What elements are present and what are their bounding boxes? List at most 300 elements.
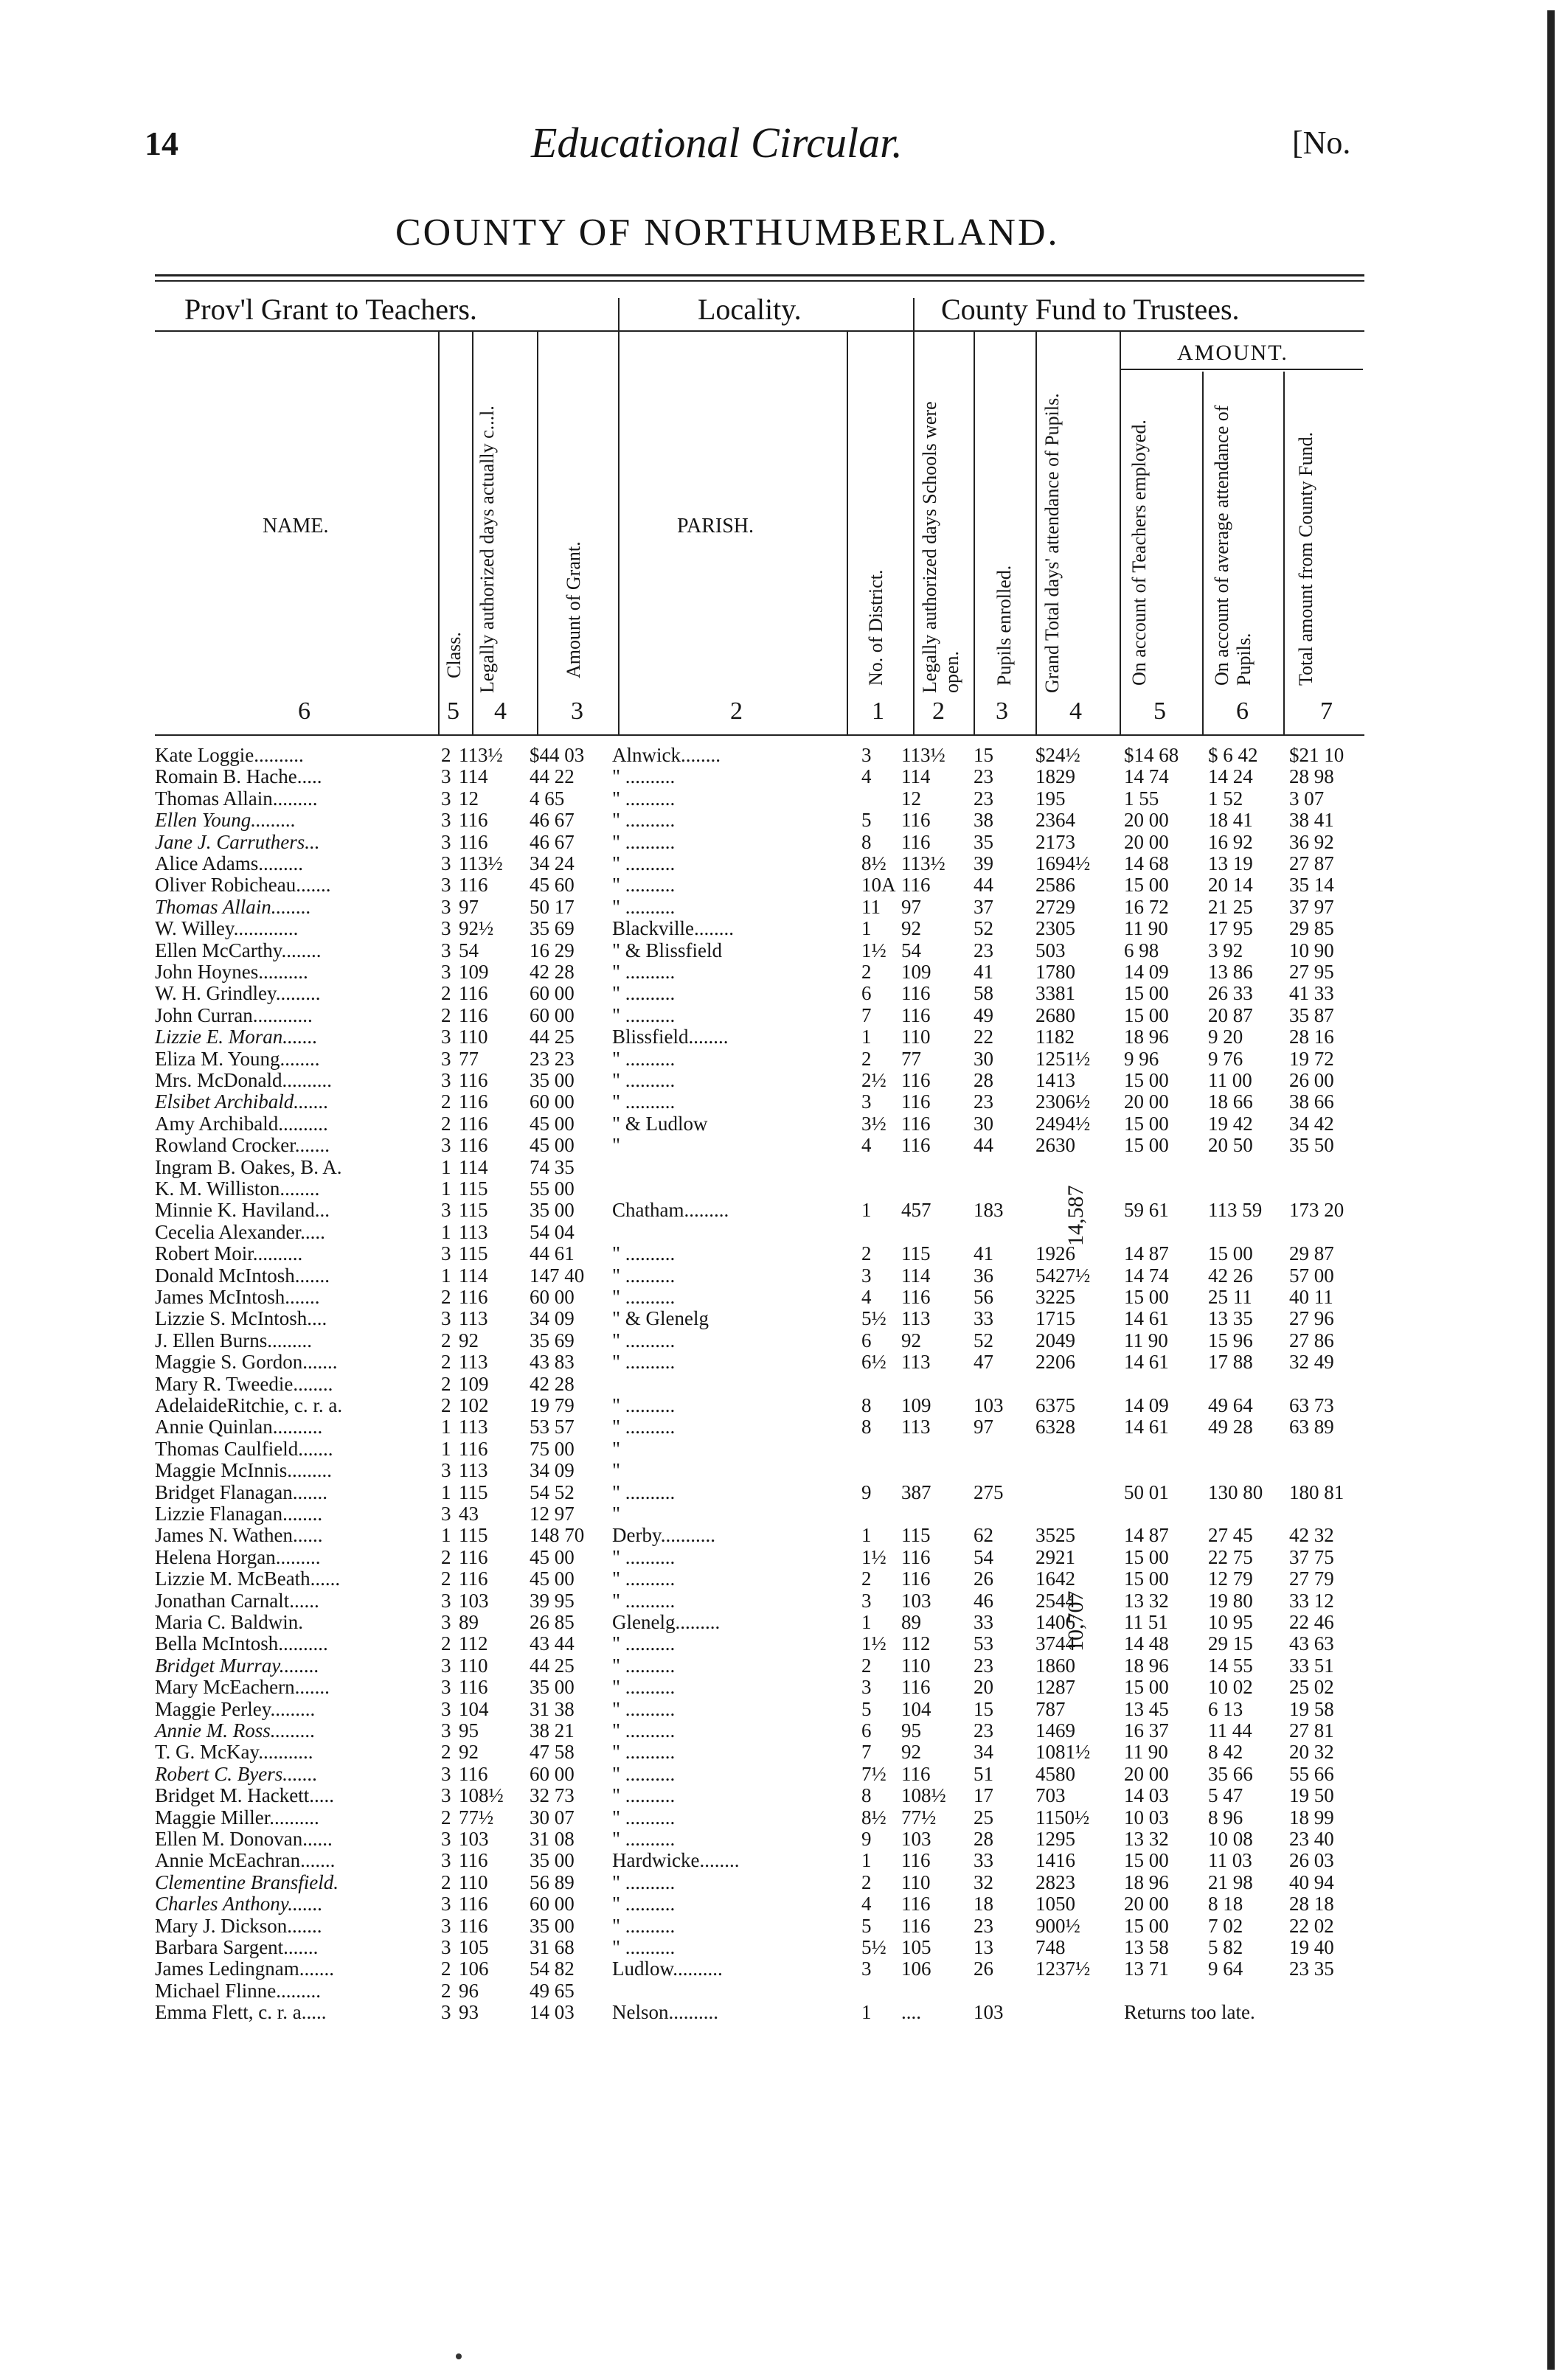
cell-tot: 37 97	[1289, 895, 1334, 918]
cell-tot: 38 66	[1289, 1090, 1334, 1113]
page-number: 14	[145, 125, 178, 162]
cell-grant: 54 52	[530, 1480, 575, 1503]
cell-name: Mrs. McDonald..........	[155, 1069, 332, 1091]
cell-dist: 1	[861, 917, 872, 940]
cell-cls: 2	[441, 1806, 451, 1829]
cell-teach: 15 00	[1124, 1545, 1169, 1568]
cell-dist: 3½	[861, 1112, 886, 1135]
cell-avg: 21 25	[1208, 895, 1253, 918]
cell-avg: 3 92	[1208, 939, 1243, 961]
cell-parish: " ..........	[612, 1351, 676, 1374]
cell-dist: 2½	[861, 1069, 886, 1091]
cell-teach: 6 98	[1124, 939, 1159, 961]
cell-name: Robert Moir..........	[155, 1242, 303, 1265]
cell-grand: 900½	[1035, 1914, 1080, 1937]
cell-pup: 23	[974, 1654, 993, 1677]
cell-grant: 44 22	[530, 765, 575, 788]
cell-days: 106	[459, 1958, 489, 1980]
group-rule	[155, 330, 1364, 332]
cell-days: 108½	[459, 1784, 504, 1807]
col-pupils-header: Pupils enrolled.	[993, 565, 1015, 686]
col-number: 1	[872, 697, 884, 725]
cell-cls: 2	[441, 1003, 451, 1026]
cell-ldays: 116	[901, 1893, 931, 1916]
cell-pup: 47	[974, 1351, 993, 1374]
cell-ldays: ....	[901, 2001, 921, 2024]
cell-days: 115	[459, 1177, 488, 1200]
table-row	[0, 1958, 1565, 1979]
cell-tot: 40 11	[1289, 1286, 1333, 1308]
cell-days: 116	[459, 1003, 488, 1026]
cell-teach: 13 58	[1124, 1936, 1169, 1958]
cell-pup: 15	[974, 744, 993, 766]
cell-tot: 34 42	[1289, 1112, 1334, 1135]
issue-number: [No.	[1292, 125, 1351, 161]
cell-cls: 3	[441, 1307, 451, 1330]
cell-cls: 2	[441, 1090, 451, 1113]
cell-cls: 3	[441, 1199, 451, 1222]
cell-parish: " ..........	[612, 1762, 676, 1785]
group-grand-total: 10,707	[1063, 1590, 1088, 1652]
cell-avg: 1 52	[1208, 787, 1243, 810]
cell-days: 116	[459, 1286, 488, 1308]
cell-avg: 11 44	[1208, 1719, 1252, 1741]
cell-ldays: 112	[901, 1632, 931, 1655]
cell-pup: 33	[974, 1307, 993, 1330]
cell-tot: 26 00	[1289, 1069, 1334, 1091]
col-grant-header: Amount of Grant.	[563, 541, 584, 678]
cell-tot: 22 46	[1289, 1611, 1334, 1633]
cell-teach: 14 74	[1124, 765, 1169, 788]
table-row	[0, 1482, 1565, 1503]
cell-avg: 18 66	[1208, 1090, 1253, 1113]
cell-ldays: 92	[901, 917, 921, 940]
cell-avg: 15 96	[1208, 1329, 1253, 1351]
cell-days: 116	[459, 1069, 488, 1091]
cell-days: 116	[459, 1545, 488, 1568]
cell-grant: 49 65	[530, 1979, 575, 2002]
cell-grant: 53 57	[530, 1416, 575, 1438]
cell-name: Oliver Robicheau.......	[155, 874, 331, 897]
table-row	[0, 1330, 1565, 1351]
cell-tot: 26 03	[1289, 1849, 1334, 1872]
cell-ldays: 115	[901, 1242, 931, 1265]
table-row	[0, 1807, 1565, 1828]
table-row	[0, 897, 1565, 917]
cell-cls: 1	[441, 1416, 451, 1438]
cell-pup: 58	[974, 982, 993, 1005]
cell-days: 116	[459, 1893, 488, 1916]
cell-grand: 1251½	[1035, 1047, 1091, 1070]
cell-teach: 15 00	[1124, 1849, 1169, 1872]
cell-parish: " ..........	[612, 1480, 676, 1503]
cell-days: 114	[459, 1155, 488, 1178]
cell-ldays: 109	[901, 1394, 931, 1416]
cell-ldays: 113	[901, 1307, 931, 1330]
col-grand-header: Grand Total days' attendance of Pupils.	[1041, 393, 1063, 693]
cell-name: Clementine Bransfield.	[155, 1871, 339, 1893]
cell-grant: 35 00	[530, 1914, 575, 1937]
cell-grand: 1237½	[1035, 1958, 1091, 1980]
cell-days: 110	[459, 1026, 488, 1048]
cell-avg: 20 14	[1208, 874, 1253, 897]
cell-pup: 37	[974, 895, 993, 918]
cell-ldays: 108½	[901, 1784, 946, 1807]
cell-cls: 2	[441, 1286, 451, 1308]
cell-tot: 37 75	[1289, 1545, 1334, 1568]
cell-grand: 2630	[1035, 1134, 1075, 1157]
cell-days: 113	[459, 1307, 488, 1330]
cell-dist: 1½	[861, 939, 886, 961]
cell-avg: 25 11	[1208, 1286, 1252, 1308]
cell-tot: 35 14	[1289, 874, 1334, 897]
cell-avg: 13 86	[1208, 961, 1253, 983]
cell-cls: 3	[441, 1762, 451, 1785]
cell-days: 43	[459, 1503, 479, 1525]
cell-dist: 1	[861, 1199, 872, 1222]
cell-teach: 20 00	[1124, 1893, 1169, 1916]
cell-name: Bella McIntosh..........	[155, 1632, 328, 1655]
cell-cls: 3	[441, 917, 451, 940]
cell-teach: 15 00	[1124, 1676, 1169, 1699]
table-row	[0, 1980, 1565, 2001]
cell-cls: 2	[441, 1979, 451, 2002]
cell-teach: 11 90	[1124, 1329, 1168, 1351]
cell-name: James McIntosh.......	[155, 1286, 320, 1308]
cell-tot: 55 66	[1289, 1762, 1334, 1785]
cell-grant: 45 00	[530, 1134, 575, 1157]
cell-ldays: 113½	[901, 744, 945, 766]
group-county-fund: County Fund to Trustees.	[941, 293, 1240, 326]
cell-name: Ellen M. Donovan......	[155, 1828, 333, 1850]
table-row	[0, 1091, 1565, 1112]
cell-avg: 10 02	[1208, 1676, 1253, 1699]
cell-name: J. Ellen Burns.........	[155, 1329, 312, 1351]
cell-dist: 3	[861, 1676, 872, 1699]
col-divider	[1120, 332, 1121, 734]
cell-dist: 1	[861, 1524, 872, 1547]
cell-ldays: 116	[901, 830, 931, 853]
cell-dist: 4	[861, 1134, 872, 1157]
cell-grand: 1860	[1035, 1654, 1075, 1677]
col-teachers-header: On account of Teachers employed.	[1128, 420, 1150, 686]
cell-pup: 56	[974, 1286, 993, 1308]
cell-name: Mary J. Dickson.......	[155, 1914, 322, 1937]
cell-parish: Nelson..........	[612, 2001, 718, 2024]
cell-days: 109	[459, 1372, 489, 1395]
cell-grand: 2823	[1035, 1871, 1075, 1893]
cell-name: Cecelia Alexander.....	[155, 1220, 325, 1243]
table-row	[0, 1395, 1565, 1416]
cell-grant: 44 25	[530, 1654, 575, 1677]
cell-grand: 2364	[1035, 809, 1075, 832]
cell-days: 114	[459, 765, 488, 788]
cell-ldays: 113½	[901, 852, 945, 874]
cell-grant: 43 83	[530, 1351, 575, 1374]
cell-days: 96	[459, 1979, 479, 2002]
cell-pup: 36	[974, 1264, 993, 1287]
cell-grand: 3381	[1035, 982, 1075, 1005]
cell-dist: 9	[861, 1480, 872, 1503]
cell-tot: 19 40	[1289, 1936, 1334, 1958]
cell-grand: 195	[1035, 787, 1066, 810]
cell-cls: 2	[441, 982, 451, 1005]
cell-grant: 38 21	[530, 1719, 575, 1741]
cell-avg: 17 95	[1208, 917, 1253, 940]
cell-grant: 42 28	[530, 961, 575, 983]
cell-ldays: 116	[901, 1090, 931, 1113]
cell-teach: 14 87	[1124, 1524, 1169, 1547]
cell-cls: 1	[441, 1524, 451, 1547]
cell-ldays: 110	[901, 1026, 931, 1048]
cell-grand: 2544	[1035, 1589, 1075, 1612]
col-divider	[537, 332, 538, 734]
cell-ldays: 116	[901, 1545, 931, 1568]
table-row	[0, 853, 1565, 874]
table-row	[0, 810, 1565, 830]
cell-tot: 40 94	[1289, 1871, 1334, 1893]
cell-cls: 1	[441, 1220, 451, 1243]
cell-dist: 3	[861, 1589, 872, 1612]
table-row	[0, 788, 1565, 809]
cell-ldays: 114	[901, 765, 931, 788]
cell-grand: 2306½	[1035, 1090, 1091, 1113]
cell-cls: 3	[441, 1242, 451, 1265]
cell-teach: 11 90	[1124, 917, 1168, 940]
cell-name: Elsibet Archibald.......	[155, 1090, 329, 1113]
cell-parish: Blissfield........	[612, 1026, 729, 1048]
cell-grant: 30 07	[530, 1806, 575, 1829]
cell-parish: " ..........	[612, 1828, 676, 1850]
table-row	[0, 1590, 1565, 1611]
cell-tot: 38 41	[1289, 809, 1334, 832]
cell-days: 109	[459, 961, 489, 983]
cell-parish: " ..........	[612, 1914, 676, 1937]
table-row	[0, 1157, 1565, 1177]
cell-ldays: 116	[901, 1567, 931, 1590]
cell-name: Charles Anthony.......	[155, 1893, 323, 1916]
cell-avg: 113 59	[1208, 1199, 1263, 1222]
cell-name: Alice Adams.........	[155, 852, 303, 874]
cell-cls: 2	[441, 1958, 451, 1980]
cell-ldays: 116	[901, 1676, 931, 1699]
cell-tot: 19 58	[1289, 1697, 1334, 1720]
table-row	[0, 1374, 1565, 1394]
cell-dist: 1½	[861, 1632, 886, 1655]
cell-name: Ingram B. Oakes, B. A.	[155, 1155, 342, 1178]
cell-cls: 2	[441, 1741, 451, 1764]
table-row	[0, 1135, 1565, 1155]
cell-name: James Ledingnam.......	[155, 1958, 334, 1980]
cell-tot: 22 02	[1289, 1914, 1334, 1937]
cell-parish: Glenelg.........	[612, 1611, 721, 1633]
cell-days: 93	[459, 2001, 479, 2024]
col-class-header: Class.	[443, 632, 465, 678]
cell-cls: 3	[441, 852, 451, 874]
cell-days: 114	[459, 1264, 488, 1287]
cell-grant: 44 25	[530, 1026, 575, 1048]
cell-pup: 49	[974, 1003, 993, 1026]
cell-tot: 28 98	[1289, 765, 1334, 788]
cell-grand: 2173	[1035, 830, 1075, 853]
cell-ldays: 113	[901, 1416, 931, 1438]
cell-grand: 4580	[1035, 1762, 1075, 1785]
chatham-grand-total: 14,587	[1063, 1185, 1088, 1246]
table-row	[0, 1547, 1565, 1567]
cell-dist: 3	[861, 1264, 872, 1287]
col-number: 3	[571, 697, 583, 725]
cell-dist: 4	[861, 1286, 872, 1308]
cell-pup: 52	[974, 917, 993, 940]
col-number: 2	[730, 697, 743, 725]
cell-grand: 3525	[1035, 1524, 1075, 1547]
table-row	[0, 1568, 1565, 1589]
table-row	[0, 940, 1565, 961]
cell-days: 115	[459, 1199, 488, 1222]
cell-grand: 2680	[1035, 1003, 1075, 1026]
cell-days: 105	[459, 1936, 489, 1958]
cell-name: Amy Archibald..........	[155, 1112, 328, 1135]
cell-days: 116	[459, 1090, 488, 1113]
cell-pup: 15	[974, 1697, 993, 1720]
cell-tot: 10 90	[1289, 939, 1334, 961]
cell-dist: 6½	[861, 1351, 886, 1374]
cell-pup: 28	[974, 1828, 993, 1850]
cell-cls: 3	[441, 1697, 451, 1720]
cell-pup: 51	[974, 1762, 993, 1785]
cell-days: 54	[459, 939, 479, 961]
cell-ldays: 104	[901, 1697, 931, 1720]
cell-avg: 49 64	[1208, 1394, 1253, 1416]
cell-grant: $44 03	[530, 744, 585, 766]
cell-ldays: 116	[901, 1003, 931, 1026]
cell-grant: 75 00	[530, 1437, 575, 1460]
cell-parish: " ..........	[612, 1329, 676, 1351]
table-row	[0, 1308, 1565, 1329]
table-row	[0, 983, 1565, 1003]
cell-grant: 147 40	[530, 1264, 585, 1287]
cell-teach: 14 74	[1124, 1264, 1169, 1287]
cell-name: Maggie McInnis.........	[155, 1459, 332, 1482]
cell-dist: 8	[861, 1784, 872, 1807]
cell-dist: 2	[861, 1871, 872, 1893]
cell-grant: 60 00	[530, 1090, 575, 1113]
table-row	[0, 1872, 1565, 1893]
cell-teach: 14 03	[1124, 1784, 1169, 1807]
cell-days: 77½	[459, 1806, 494, 1829]
cell-dist: 7	[861, 1741, 872, 1764]
cell-pup: 13	[974, 1936, 993, 1958]
cell-grand: 748	[1035, 1936, 1066, 1958]
cell-avg: 5 82	[1208, 1936, 1243, 1958]
col-parish-header: PARISH.	[677, 515, 754, 537]
cell-grand: 3744	[1035, 1632, 1075, 1655]
cell-parish: " & Glenelg	[612, 1307, 709, 1330]
cell-teach: 15 00	[1124, 874, 1169, 897]
cell-parish: " ..........	[612, 1676, 676, 1699]
cell-days: 113	[459, 1351, 488, 1374]
cell-tot: 27 86	[1289, 1329, 1334, 1351]
cell-grant: 42 28	[530, 1372, 575, 1395]
cell-teach: 18 96	[1124, 1654, 1169, 1677]
cell-teach: 50 01	[1124, 1480, 1169, 1503]
cell-grand: 2206	[1035, 1351, 1075, 1374]
cell-cls: 3	[441, 830, 451, 853]
cell-parish: " ..........	[612, 982, 676, 1005]
cell-grant: 35 69	[530, 917, 575, 940]
cell-avg: 13 19	[1208, 852, 1253, 874]
cell-teach: 20 00	[1124, 1090, 1169, 1113]
cell-ldays: 103	[901, 1589, 931, 1612]
cell-days: 116	[459, 1849, 488, 1872]
cell-teach: 13 71	[1124, 1958, 1169, 1980]
cell-dist: 3	[861, 744, 872, 766]
cell-pup: 103	[974, 2001, 1004, 2024]
cell-ldays: 114	[901, 1264, 931, 1287]
cell-parish: " ..........	[612, 1545, 676, 1568]
cell-parish: " ..........	[612, 1589, 676, 1612]
cell-grant: 54 04	[530, 1220, 575, 1243]
cell-ldays: 106	[901, 1958, 931, 1980]
table-row	[0, 1287, 1565, 1307]
cell-pup: 17	[974, 1784, 993, 1807]
cell-dist: 6	[861, 1329, 872, 1351]
cell-days: 113	[459, 1459, 488, 1482]
cell-dist: 5	[861, 1914, 872, 1937]
table-row	[0, 1677, 1565, 1697]
cell-avg: 27 45	[1208, 1524, 1253, 1547]
cell-tot: 63 89	[1289, 1416, 1334, 1438]
cell-cls: 3	[441, 1828, 451, 1850]
cell-name: Barbara Sargent.......	[155, 1936, 319, 1958]
cell-grand: 2921	[1035, 1545, 1075, 1568]
cell-cls: 2	[441, 1632, 451, 1655]
cell-days: 95	[459, 1719, 479, 1741]
cell-days: 110	[459, 1871, 488, 1893]
cell-tot: 27 79	[1289, 1567, 1334, 1590]
cell-pup: 41	[974, 961, 993, 983]
cell-tot: 63 73	[1289, 1394, 1334, 1416]
cell-tot: 35 50	[1289, 1134, 1334, 1157]
cell-tot: 173 20	[1289, 1199, 1344, 1222]
cell-teach: 18 96	[1124, 1026, 1169, 1048]
cell-name: Jane J. Carruthers...	[155, 830, 320, 853]
cell-ldays: 116	[901, 1134, 931, 1157]
table-row	[0, 1741, 1565, 1762]
cell-avg: 8 18	[1208, 1893, 1243, 1916]
cell-grant: 35 00	[530, 1069, 575, 1091]
cell-cls: 3	[441, 1503, 451, 1525]
table-row	[0, 1438, 1565, 1459]
cell-grant: 14 03	[530, 2001, 575, 2024]
cell-cls: 3	[441, 1026, 451, 1048]
cell-tot: 18 99	[1289, 1806, 1334, 1829]
col-number: 7	[1320, 697, 1333, 725]
cell-cls: 3	[441, 1459, 451, 1482]
cell-pup: 25	[974, 1806, 993, 1829]
cell-avg: 130 80	[1208, 1480, 1263, 1503]
cell-ldays: 110	[901, 1871, 931, 1893]
cell-ldays: 54	[901, 939, 921, 961]
amount-rule	[1120, 369, 1363, 370]
cell-grand: 2729	[1035, 895, 1075, 918]
cell-teach: 14 48	[1124, 1632, 1169, 1655]
cell-pup: 46	[974, 1589, 993, 1612]
header-bottom-rule	[155, 734, 1364, 736]
table-row	[0, 918, 1565, 939]
cell-cls: 2	[441, 1351, 451, 1374]
cell-grant: 34 09	[530, 1459, 575, 1482]
